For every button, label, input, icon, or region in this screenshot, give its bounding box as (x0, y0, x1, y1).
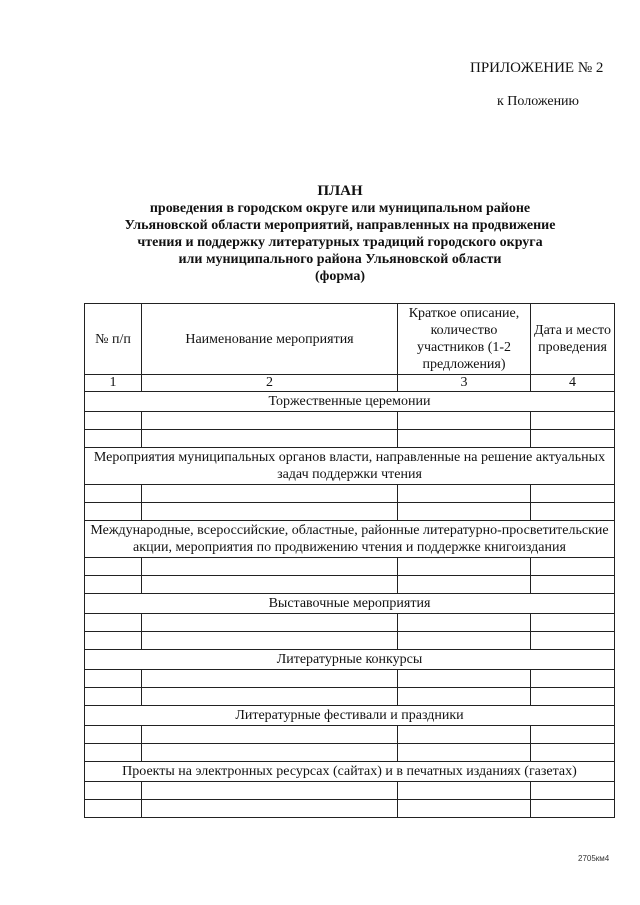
empty-row (85, 632, 615, 650)
empty-row (85, 576, 615, 594)
heading-line: проведения в городском округе или муниципальном районе (149, 201, 531, 216)
empty-cell[interactable] (85, 688, 142, 706)
empty-cell[interactable] (142, 800, 398, 818)
column-number: 3 (398, 375, 531, 392)
column-header-number: № п/п (85, 304, 142, 375)
column-header-event-name: Наименование мероприятия (142, 304, 398, 375)
empty-cell[interactable] (85, 485, 142, 503)
empty-row (85, 614, 615, 632)
empty-cell[interactable] (531, 430, 615, 448)
empty-cell[interactable] (398, 688, 531, 706)
empty-row (85, 430, 615, 448)
empty-cell[interactable] (85, 670, 142, 688)
empty-cell[interactable] (142, 688, 398, 706)
section-row (85, 650, 615, 670)
section-row (85, 594, 615, 614)
plan-table (84, 303, 615, 818)
column-number-row (85, 375, 615, 392)
section-row (85, 706, 615, 726)
empty-cell[interactable] (398, 503, 531, 521)
empty-cell[interactable] (142, 670, 398, 688)
empty-cell[interactable] (142, 503, 398, 521)
table-header-row (85, 304, 615, 375)
empty-cell[interactable] (398, 800, 531, 818)
section-title: Международные, всероссийские, областные, районные литературно-просветительские акции, мероприятия по продвижению чтения и поддержке книгоиздания (85, 521, 615, 558)
empty-row (85, 688, 615, 706)
form-label: (форма) (314, 269, 366, 284)
column-number: 1 (85, 375, 142, 392)
empty-cell[interactable] (531, 744, 615, 762)
empty-cell[interactable] (85, 632, 142, 650)
section-row (85, 448, 615, 485)
empty-row (85, 726, 615, 744)
empty-cell[interactable] (142, 726, 398, 744)
empty-cell[interactable] (531, 576, 615, 594)
empty-cell[interactable] (142, 744, 398, 762)
empty-cell[interactable] (398, 782, 531, 800)
empty-cell[interactable] (142, 614, 398, 632)
empty-cell[interactable] (142, 412, 398, 430)
section-title: Выставочные мероприятия (85, 594, 615, 614)
empty-row (85, 670, 615, 688)
appendix-title: ПРИЛОЖЕНИЕ № 2 (470, 60, 604, 76)
empty-cell[interactable] (85, 726, 142, 744)
empty-row (85, 503, 615, 521)
empty-cell[interactable] (398, 670, 531, 688)
empty-cell[interactable] (398, 430, 531, 448)
heading-line: чтения и поддержку литературных традиций городского округа (137, 235, 543, 250)
document-stamp: 2705км4 (578, 854, 610, 863)
empty-row (85, 782, 615, 800)
empty-row (85, 558, 615, 576)
section-title: Литературные конкурсы (85, 650, 615, 670)
heading-line: или муниципального района Ульяновской области (178, 252, 502, 267)
plan-title: ПЛАН (317, 183, 363, 199)
empty-cell[interactable] (398, 632, 531, 650)
empty-cell[interactable] (398, 412, 531, 430)
section-title: Проекты на электронных ресурсах (сайтах) и в печатных изданиях (газетах) (85, 762, 615, 782)
heading-line: Ульяновской области мероприятий, направленных на продвижение (124, 218, 556, 233)
empty-cell[interactable] (398, 744, 531, 762)
column-header-description: Краткое описание, количество участников (1-2 предложения) (398, 304, 531, 375)
empty-cell[interactable] (531, 670, 615, 688)
empty-row (85, 800, 615, 818)
column-number: 4 (531, 375, 615, 392)
section-title: Мероприятия муниципальных органов власти, направленные на решение актуальных задач поддержки чтения (85, 448, 615, 485)
empty-cell[interactable] (531, 632, 615, 650)
empty-row (85, 412, 615, 430)
empty-cell[interactable] (142, 558, 398, 576)
empty-cell[interactable] (398, 726, 531, 744)
section-title: Торжественные церемонии (85, 392, 615, 412)
empty-cell[interactable] (142, 632, 398, 650)
column-header-date-place: Дата и место проведения (531, 304, 615, 375)
empty-cell[interactable] (531, 782, 615, 800)
empty-cell[interactable] (142, 782, 398, 800)
section-row (85, 392, 615, 412)
empty-cell[interactable] (531, 614, 615, 632)
empty-cell[interactable] (142, 576, 398, 594)
empty-cell[interactable] (85, 782, 142, 800)
empty-row (85, 485, 615, 503)
empty-cell[interactable] (531, 688, 615, 706)
column-number: 2 (142, 375, 398, 392)
empty-cell[interactable] (531, 800, 615, 818)
empty-cell[interactable] (398, 558, 531, 576)
empty-cell[interactable] (85, 503, 142, 521)
document-heading (60, 183, 620, 285)
section-title: Литературные фестивали и праздники (85, 706, 615, 726)
section-row (85, 521, 615, 558)
empty-cell[interactable] (531, 485, 615, 503)
empty-row (85, 744, 615, 762)
empty-cell[interactable] (531, 558, 615, 576)
empty-cell[interactable] (85, 412, 142, 430)
empty-cell[interactable] (85, 576, 142, 594)
empty-cell[interactable] (531, 726, 615, 744)
empty-cell[interactable] (85, 800, 142, 818)
section-row (85, 762, 615, 782)
empty-cell[interactable] (398, 576, 531, 594)
empty-cell[interactable] (85, 744, 142, 762)
empty-cell[interactable] (398, 614, 531, 632)
empty-cell[interactable] (85, 558, 142, 576)
empty-cell[interactable] (142, 430, 398, 448)
empty-cell[interactable] (85, 614, 142, 632)
empty-cell[interactable] (85, 430, 142, 448)
empty-cell[interactable] (398, 485, 531, 503)
empty-cell[interactable] (531, 503, 615, 521)
empty-cell[interactable] (142, 485, 398, 503)
appendix-reference: к Положению (497, 94, 580, 109)
empty-cell[interactable] (531, 412, 615, 430)
